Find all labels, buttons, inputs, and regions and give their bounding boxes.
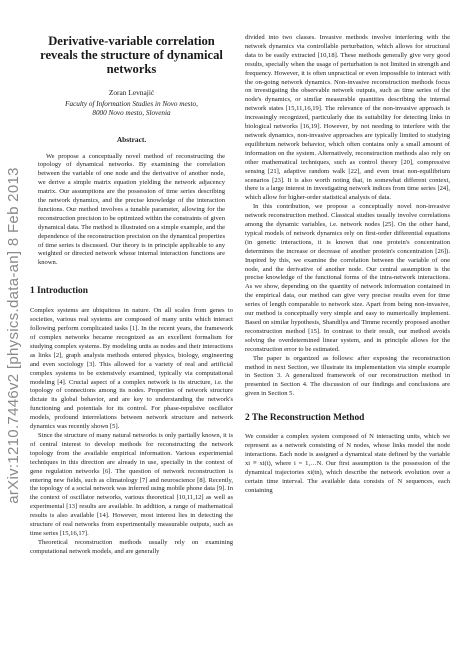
- affiliation-line-2: 8000 Novo mesto, Slovenia: [92, 108, 171, 117]
- right-paragraph-1: divided into two classes. Invasive methods involve interfering with the network dynamics via controllable perturbation, which allows for structural data to be easily extracted [10,18]. These methods generally give very good results, specially when the usage of perturbation is not limited in strength and frequency. However, it is often unpractical or even impossible to interact with the on-going network dynamics. Non-invasive reconstruction methods focus on investigating the observable network outputs, such as time series of the node's dynamics, or similar measurable quantities describing the internal network states [15,11,16,19]. The relevance of the non-invasive approach is increasingly recognized, particularly due its suitability for detecting links in biological networks [16,19]. However, by not needing to interfere with the network dynamics, non-invasive approaches are typically limited to studying equilibrium network behavior, which often contains only a small amount of information on the system. Alternatively, reconstruction methods also rely on other mathematical techniques, such as control theory [20], compressive sensing [21], adaptive random walk [22], and even treat non-equilibrium scenarios [23]. It is also worth noting that, in somewhat different context, there is a large interest in investigating network indices from time series [24], which allow for higher-order statistical analysis of data.: [245, 34, 450, 202]
- intro-paragraph-1: Complex systems are ubiquitous in nature. On all scales from genes to societies, various real systems are composed of many units which interact following perform complicated tasks [1]. In the recent years, the framework of complex networks became recognized as an excellent formalism for studying complex systems. By modeling units as nodes and their interactions as links [2], graph analysis methods entered physics, biology, engineering and even sociology [3]. This allowed for a variety of real and artificial complex systems to be extensively examined, typically via computational modeling [4]. Crucial aspect of a complex network is its structure, i.e. the topology of connections among its nodes. Properties of network structure dictate its global behavior, and are key to understanding the network's functioning and potentials for its control. For phase-repulsive oscillator models, profound interrelations between network structure and network dynamics was recently shown [5].: [30, 307, 233, 431]
- right-paragraph-2: In this contribution, we propose a conceptually novel non-invasive network reconstruction method. Classical studies usually involve correlations among the dynamic variables, i.e. network nodes [25]. On the other hand, typical models of network dynamics rely on first-order differential equations (in genetic interactions, it is known that one protein's concentration determines the increase or decrease of another protein's concentration [26]). Inspired by this, we examine the correlation between the variable of one node, and the derivative of another node. Our central assumption is the precise knowledge of the functional forms of the intra-network interactions. As we show, depending on the quantity of network information contained in the empirical data, our method can give very precise results even for time series of length comparable to network size. Apart from being non-invasive, our method is conceptually very simple and easy to numerically implement. Based on similar hypothesis, Shandilya and Timme recently proposed another reconstruction method [15]. In contrast to their result, our method avoids solving the overdetermined linear system, and in principle allows for the reconstruction error to be estimated.: [245, 203, 450, 353]
- abstract-heading: Abstract.: [116, 134, 147, 144]
- right-column: [245, 34, 450, 496]
- paper-title: Derivative-variable correlation reveals the structure of dynamical networks: [40, 34, 223, 76]
- arxiv-stamp: [2, 166, 24, 504]
- section-1-heading: 1 Introduction: [30, 286, 88, 297]
- abstract-text: We propose a conceptually novel method of reconstructing the topology of dynamical networks. By examining the correlation between the variable of one node and the derivative of another node, we derive a simple matrix equation yielding the network adjacency matrix. Our assumptions are the possession of time series describing the network dynamics, and the precise knowledge of the interaction functions. Our method involves a tunable parameter, allowing for the reconstruction precision to be optimized within the constraints of given dynamical data. The method is illustrated on a simple example, and the dependence of the reconstruction precision on the dynamical properties of time series is discussed. Our theory is in principle applicable to any weighted or directed network whose internal interaction functions are known.: [38, 152, 225, 267]
- arxiv-stamp-text: arXiv:1210.7446v2 [physics.data-an] 8 Feb 2013: [4, 166, 22, 504]
- section-2-heading: 2 The Reconstruction Method: [245, 413, 365, 424]
- right-paragraph-3: The paper is organized as follows: after exposing the reconstruction method in next Section, we illustrate its implementation via simple example in Section 3. A generalized framework of our reconstruction method in presented in Section 4. The discussion of our findings and conclusions are given in Section 5.: [245, 354, 450, 398]
- affiliation-line-1: Faculty of Information Studies in Novo mesto,: [65, 99, 198, 108]
- intro-paragraph-2: Since the structure of many natural networks is only partially known, it is of central interest to develop methods for reconstructing the network topology from the available empirical information. Various experimental techniques in this direction are already in use, specially in the context of gene regulation networks [6]. The question of network reconstruction is entering new fields, such as climatology [7] and neuroscience [8]. Recently, the topology of a social network was inferred using mobile phone data [9]. In the context of oscillator networks, various theoretical [10,11,12] as well as experimental [13] results are available. In addition, a range of mathematical results is also available [14]. However, most interest lies in detecting the structure of real networks from experimentally measurable outputs, such as time series [15,16,17].: [30, 431, 233, 537]
- method-paragraph-1: We consider a complex system composed of N interacting units, which we represent as a network consisting of N nodes, whose links model the node interactions. Each node is assigned a dynamical state defined by the variable xi ≡ xi(t), where i = 1,…N. Our first assumption is the possession of the dynamical trajectories xi(tn), which describe the network evolution over a certain time interval. The available data consists of N sequences, each containing: [245, 433, 450, 494]
- left-column: [30, 0, 233, 557]
- author-name: Zoran Levnajić: [108, 88, 155, 97]
- intro-paragraph-3: Theoretical reconstruction methods usually rely on examining computational network models, and are generally: [30, 538, 233, 555]
